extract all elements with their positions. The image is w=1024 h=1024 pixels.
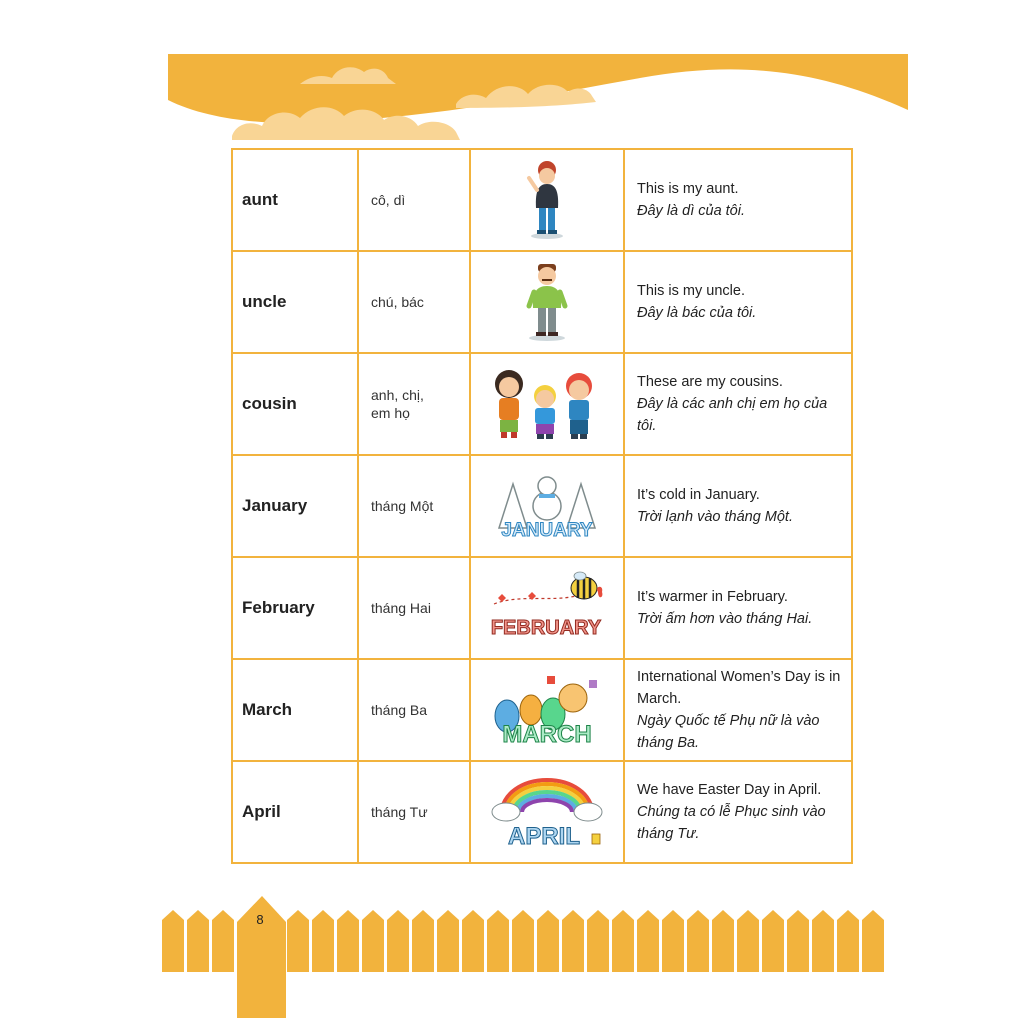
picture-cell xyxy=(470,659,624,761)
page-number: 8 xyxy=(256,912,264,927)
vocab-word: February xyxy=(242,598,315,617)
fence-picket xyxy=(812,910,834,972)
table-row xyxy=(232,761,852,863)
example-sentence-en: This is my aunt. xyxy=(637,181,739,197)
cousins-illustration xyxy=(485,366,609,442)
february-illustration-text: FEBRUARY xyxy=(490,617,602,639)
vocab-word: January xyxy=(242,496,308,515)
uncle-illustration xyxy=(517,262,577,342)
example-sentence-en: This is my uncle. xyxy=(637,283,745,299)
vocab-translation: tháng Hai xyxy=(371,600,431,616)
example-sentence-en: It’s cold in January. xyxy=(637,487,760,503)
sentence-cell xyxy=(624,455,852,557)
vocab-word: March xyxy=(242,700,293,719)
example-sentence-en: It’s warmer in February. xyxy=(637,589,788,605)
fence-picket xyxy=(412,910,434,972)
fence-picket xyxy=(487,910,509,972)
example-sentence-vi: Trời lạnh vào tháng Một. xyxy=(637,509,793,525)
fence-picket xyxy=(537,910,559,972)
translation-cell xyxy=(358,659,470,761)
table-row xyxy=(232,659,852,761)
vocab-translation: cô, dì xyxy=(371,192,406,208)
fence-picket xyxy=(562,910,584,972)
fence-picket xyxy=(762,910,784,972)
example-sentence-vi: Đây là các anh chị em họ của tôi. xyxy=(637,396,828,434)
january-illustration-text: JANUARY xyxy=(501,520,593,541)
fence-picket xyxy=(737,910,759,972)
example-sentence-en: We have Easter Day in April. xyxy=(637,782,822,798)
vocab-translation: tháng Tư xyxy=(371,804,428,820)
sentence-cell xyxy=(624,761,852,863)
translation-cell xyxy=(358,455,470,557)
fence-picket xyxy=(637,910,659,972)
vocab-translation: chú, bác xyxy=(371,294,424,310)
table-row xyxy=(232,353,852,455)
fence-picket xyxy=(837,910,859,972)
sentence-cell xyxy=(624,557,852,659)
example-sentence-vi: Đây là bác của tôi. xyxy=(637,305,757,321)
fence-picket xyxy=(687,910,709,972)
picture-cell xyxy=(470,353,624,455)
example-sentence-vi: Ngày Quốc tế Phụ nữ là vào tháng Ba. xyxy=(637,713,820,751)
fence-picket xyxy=(362,910,384,972)
sentence-cell xyxy=(624,149,852,251)
fence-picket xyxy=(162,910,184,972)
translation-cell xyxy=(358,149,470,251)
vocabulary-table xyxy=(231,148,853,864)
picture-cell xyxy=(470,149,624,251)
fence-picket xyxy=(337,910,359,972)
fence-picket xyxy=(662,910,684,972)
word-cell xyxy=(232,557,358,659)
fence-picket xyxy=(712,910,734,972)
fence-picket xyxy=(312,910,334,972)
example-sentence-vi: Đây là dì của tôi. xyxy=(637,203,745,219)
fence-decoration xyxy=(0,880,1024,1024)
example-sentence-vi: Chúng ta có lễ Phục sinh vào tháng Tư. xyxy=(637,804,826,842)
example-sentence-en: International Women’s Day is in March. xyxy=(637,669,841,707)
fence-picket xyxy=(387,910,409,972)
sentence-cell xyxy=(624,251,852,353)
translation-cell xyxy=(358,557,470,659)
header-banner xyxy=(0,0,1024,150)
table-row xyxy=(232,149,852,251)
translation-cell xyxy=(358,251,470,353)
march-illustration-text: MARCH xyxy=(502,721,592,748)
table-row xyxy=(232,251,852,353)
january-illustration xyxy=(485,466,609,546)
picture-cell xyxy=(470,557,624,659)
word-cell xyxy=(232,149,358,251)
fence-picket xyxy=(587,910,609,972)
word-cell xyxy=(232,251,358,353)
vocab-translation: tháng Một xyxy=(371,498,434,514)
aunt-illustration xyxy=(517,160,577,240)
vocab-word: aunt xyxy=(242,190,278,209)
fence-picket xyxy=(787,910,809,972)
sentence-cell xyxy=(624,353,852,455)
fence-picket xyxy=(212,910,234,972)
table-row xyxy=(232,455,852,557)
translation-cell xyxy=(358,353,470,455)
fence-picket xyxy=(187,910,209,972)
example-sentence-vi: Trời ấm hơn vào tháng Hai. xyxy=(637,611,813,627)
word-cell xyxy=(232,455,358,557)
word-cell xyxy=(232,761,358,863)
vocab-translation: anh, chị, em họ xyxy=(371,387,424,421)
picture-cell xyxy=(470,251,624,353)
word-cell xyxy=(232,659,358,761)
february-illustration xyxy=(480,568,614,648)
word-cell xyxy=(232,353,358,455)
march-illustration xyxy=(485,670,609,750)
picture-cell xyxy=(470,455,624,557)
translation-cell xyxy=(358,761,470,863)
fence-picket xyxy=(287,910,309,972)
fence-picket xyxy=(512,910,534,972)
picture-cell xyxy=(470,761,624,863)
april-illustration xyxy=(480,772,614,852)
vocab-translation: tháng Ba xyxy=(371,702,428,718)
fence-picket xyxy=(862,910,884,972)
vocab-word: April xyxy=(242,802,281,821)
example-sentence-en: These are my cousins. xyxy=(637,374,783,390)
fence-picket xyxy=(612,910,634,972)
vocab-word: cousin xyxy=(242,394,297,413)
fence-picket xyxy=(437,910,459,972)
sentence-cell xyxy=(624,659,852,761)
vocab-word: uncle xyxy=(242,292,287,311)
fence-picket xyxy=(462,910,484,972)
table-row xyxy=(232,557,852,659)
april-illustration-text: APRIL xyxy=(508,823,580,850)
